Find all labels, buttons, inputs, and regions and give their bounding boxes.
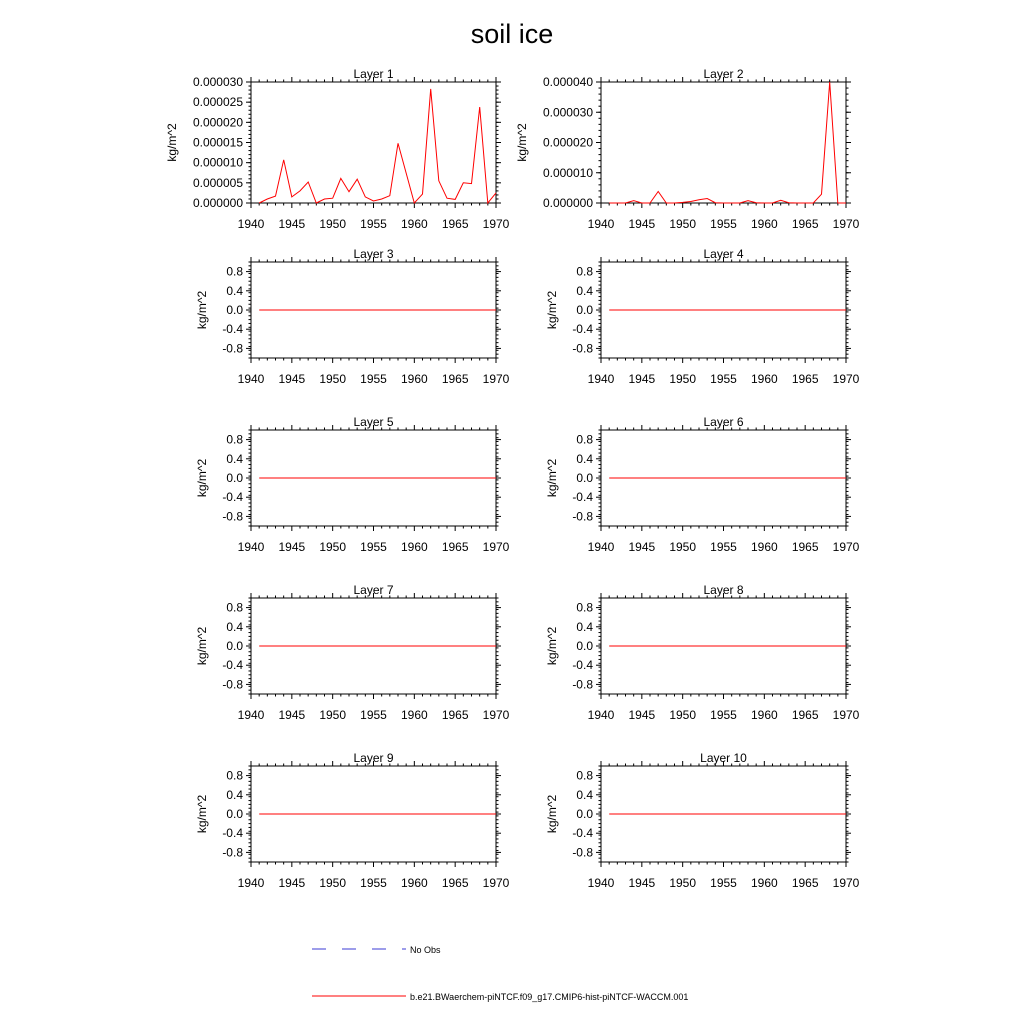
y-tick-label: 0.8 bbox=[226, 264, 243, 279]
x-tick-label: 1955 bbox=[360, 708, 387, 722]
x-tick-label: 1950 bbox=[319, 217, 347, 231]
y-tick-label: 0.8 bbox=[576, 600, 593, 615]
x-tick-label: 1955 bbox=[710, 217, 737, 231]
y-tick-label: 0.000000 bbox=[542, 196, 593, 210]
x-tick-label: 1940 bbox=[237, 217, 265, 231]
legend-model-label: b.e21.BWaerchem-piNTCF.f09_g17.CMIP6-hist-piNTCF-WACCM.001 bbox=[410, 992, 689, 1002]
panel-3 bbox=[195, 247, 510, 386]
y-tick-label: -0.4 bbox=[222, 322, 243, 337]
y-tick-label: 0.000005 bbox=[192, 175, 243, 190]
x-tick-label: 1960 bbox=[400, 876, 428, 890]
y-tick-label: 0.4 bbox=[576, 619, 593, 634]
x-tick-label: 1965 bbox=[791, 876, 819, 890]
panel-9 bbox=[195, 751, 510, 890]
x-tick-label: 1965 bbox=[441, 540, 469, 554]
panel-title: Layer 3 bbox=[353, 247, 394, 261]
panel-title: Layer 10 bbox=[700, 751, 747, 765]
x-tick-label: 1970 bbox=[482, 372, 510, 386]
panel-title: Layer 1 bbox=[353, 67, 394, 81]
y-tick-label: 0.4 bbox=[576, 451, 593, 466]
x-tick-label: 1965 bbox=[441, 876, 469, 890]
y-tick-label: -0.4 bbox=[222, 826, 243, 841]
x-tick-label: 1960 bbox=[400, 540, 428, 554]
y-tick-label: -0.8 bbox=[572, 677, 593, 692]
panel-title: Layer 9 bbox=[353, 751, 394, 765]
y-tick-label: -0.4 bbox=[222, 658, 243, 673]
y-tick-label: -0.4 bbox=[572, 322, 593, 337]
panel-title: Layer 7 bbox=[353, 583, 394, 597]
x-tick-label: 1955 bbox=[710, 540, 737, 554]
x-tick-label: 1970 bbox=[832, 540, 860, 554]
y-tick-label: -0.8 bbox=[222, 509, 243, 524]
x-tick-label: 1955 bbox=[360, 876, 387, 890]
x-tick-label: 1950 bbox=[319, 876, 347, 890]
x-tick-label: 1960 bbox=[750, 540, 778, 554]
y-tick-label: 0.000020 bbox=[542, 135, 593, 150]
plot-frame bbox=[251, 82, 496, 203]
x-tick-label: 1945 bbox=[278, 540, 306, 554]
x-tick-label: 1955 bbox=[360, 372, 387, 386]
y-tick-label: 0.0 bbox=[576, 639, 593, 653]
x-tick-label: 1955 bbox=[710, 708, 737, 722]
series-line bbox=[609, 82, 846, 203]
x-tick-label: 1960 bbox=[400, 708, 428, 722]
x-tick-label: 1945 bbox=[278, 876, 306, 890]
y-tick-label: 0.4 bbox=[226, 451, 243, 466]
x-tick-label: 1960 bbox=[750, 372, 778, 386]
x-tick-label: 1955 bbox=[710, 372, 737, 386]
x-tick-label: 1960 bbox=[750, 876, 778, 890]
x-tick-label: 1970 bbox=[482, 876, 510, 890]
x-tick-label: 1970 bbox=[832, 372, 860, 386]
y-tick-label: -0.4 bbox=[572, 658, 593, 673]
x-tick-label: 1950 bbox=[319, 708, 347, 722]
y-tick-label: -0.8 bbox=[572, 509, 593, 524]
x-tick-label: 1950 bbox=[669, 708, 697, 722]
x-tick-label: 1960 bbox=[750, 217, 778, 231]
x-tick-label: 1965 bbox=[791, 372, 819, 386]
y-tick-label: 0.8 bbox=[226, 600, 243, 615]
x-tick-label: 1940 bbox=[587, 372, 615, 386]
x-tick-label: 1970 bbox=[832, 217, 860, 231]
y-tick-label: 0.000010 bbox=[542, 165, 593, 180]
x-tick-label: 1940 bbox=[587, 708, 615, 722]
x-tick-label: 1970 bbox=[832, 876, 860, 890]
y-tick-label: -0.8 bbox=[572, 341, 593, 356]
y-axis-label: kg/m^2 bbox=[515, 123, 529, 162]
y-tick-label: 0.000015 bbox=[192, 135, 243, 150]
y-axis-label: kg/m^2 bbox=[545, 794, 559, 834]
y-axis-label: kg/m^2 bbox=[195, 458, 209, 498]
y-tick-label: -0.8 bbox=[572, 845, 593, 860]
x-tick-label: 1950 bbox=[669, 876, 697, 890]
plot-frame bbox=[601, 82, 846, 203]
y-tick-label: -0.8 bbox=[222, 845, 243, 860]
x-tick-label: 1970 bbox=[482, 540, 510, 554]
y-tick-label: 0.0 bbox=[576, 807, 593, 821]
panel-title: Layer 8 bbox=[703, 583, 744, 597]
x-tick-label: 1940 bbox=[587, 876, 615, 890]
y-tick-label: 0.4 bbox=[226, 283, 243, 298]
y-tick-label: 0.000010 bbox=[192, 155, 243, 170]
y-tick-label: 0.0 bbox=[576, 471, 593, 485]
x-tick-label: 1945 bbox=[628, 540, 656, 554]
y-tick-label: 0.000040 bbox=[542, 75, 593, 89]
y-tick-label: -0.4 bbox=[572, 490, 593, 505]
y-tick-label: 0.000000 bbox=[192, 196, 243, 210]
x-tick-label: 1970 bbox=[832, 708, 860, 722]
y-tick-label: -0.4 bbox=[572, 826, 593, 841]
legend bbox=[312, 945, 688, 1002]
y-tick-label: 0.000030 bbox=[192, 75, 243, 89]
panels bbox=[165, 67, 860, 890]
x-tick-label: 1945 bbox=[628, 876, 656, 890]
panel-title: Layer 4 bbox=[703, 247, 744, 261]
y-tick-label: 0.4 bbox=[576, 787, 593, 802]
x-tick-label: 1940 bbox=[587, 540, 615, 554]
panel-6 bbox=[545, 415, 860, 554]
y-tick-label: 0.4 bbox=[226, 787, 243, 802]
x-tick-label: 1950 bbox=[669, 540, 697, 554]
x-tick-label: 1950 bbox=[319, 540, 347, 554]
y-tick-label: 0.0 bbox=[226, 639, 243, 653]
x-tick-label: 1945 bbox=[278, 708, 306, 722]
panel-title: Layer 6 bbox=[703, 415, 744, 429]
y-tick-label: 0.4 bbox=[576, 283, 593, 298]
x-tick-label: 1940 bbox=[237, 372, 265, 386]
y-tick-label: 0.000020 bbox=[192, 115, 243, 130]
x-tick-label: 1945 bbox=[278, 217, 306, 231]
x-tick-label: 1950 bbox=[669, 217, 697, 231]
x-tick-label: 1960 bbox=[400, 217, 428, 231]
y-axis-label: kg/m^2 bbox=[165, 123, 179, 162]
x-tick-label: 1970 bbox=[482, 708, 510, 722]
x-tick-label: 1965 bbox=[441, 708, 469, 722]
x-tick-label: 1965 bbox=[441, 217, 469, 231]
y-tick-label: 0.4 bbox=[226, 619, 243, 634]
y-tick-label: 0.8 bbox=[226, 432, 243, 447]
x-tick-label: 1950 bbox=[669, 372, 697, 386]
x-tick-label: 1960 bbox=[400, 372, 428, 386]
x-tick-label: 1955 bbox=[710, 876, 737, 890]
y-axis-label: kg/m^2 bbox=[545, 458, 559, 498]
panel-2 bbox=[515, 67, 860, 231]
y-axis-label: kg/m^2 bbox=[195, 794, 209, 834]
figure-title: soil ice bbox=[470, 19, 554, 49]
legend-obs-label: No Obs bbox=[410, 945, 441, 955]
x-tick-label: 1940 bbox=[237, 876, 265, 890]
y-tick-label: 0.0 bbox=[576, 303, 593, 317]
y-axis-label: kg/m^2 bbox=[545, 626, 559, 666]
y-tick-label: -0.8 bbox=[222, 341, 243, 356]
y-tick-label: 0.0 bbox=[226, 471, 243, 485]
y-tick-label: -0.8 bbox=[222, 677, 243, 692]
y-tick-label: 0.8 bbox=[576, 264, 593, 279]
x-tick-label: 1940 bbox=[237, 708, 265, 722]
y-tick-label: 0.8 bbox=[576, 768, 593, 783]
x-tick-label: 1945 bbox=[628, 217, 656, 231]
series-line bbox=[259, 89, 496, 203]
panel-1 bbox=[165, 67, 510, 231]
y-axis-label: kg/m^2 bbox=[545, 290, 559, 330]
panel-4 bbox=[545, 247, 860, 386]
x-tick-label: 1960 bbox=[750, 708, 778, 722]
x-tick-label: 1955 bbox=[360, 540, 387, 554]
panel-5 bbox=[195, 415, 510, 554]
y-tick-label: -0.4 bbox=[222, 490, 243, 505]
x-tick-label: 1965 bbox=[791, 217, 819, 231]
x-tick-label: 1945 bbox=[628, 708, 656, 722]
x-tick-label: 1955 bbox=[360, 217, 387, 231]
x-tick-label: 1965 bbox=[791, 708, 819, 722]
y-tick-label: 0.0 bbox=[226, 807, 243, 821]
y-axis-label: kg/m^2 bbox=[195, 290, 209, 330]
y-tick-label: 0.8 bbox=[226, 768, 243, 783]
panel-10 bbox=[545, 751, 860, 890]
x-tick-label: 1950 bbox=[319, 372, 347, 386]
x-tick-label: 1970 bbox=[482, 217, 510, 231]
y-tick-label: 0.000025 bbox=[192, 95, 243, 110]
y-tick-label: 0.0 bbox=[226, 303, 243, 317]
x-tick-label: 1965 bbox=[441, 372, 469, 386]
panel-title: Layer 5 bbox=[353, 415, 394, 429]
x-tick-label: 1945 bbox=[278, 372, 306, 386]
panel-8 bbox=[545, 583, 860, 722]
x-tick-label: 1940 bbox=[237, 540, 265, 554]
panel-title: Layer 2 bbox=[703, 67, 744, 81]
x-tick-label: 1945 bbox=[628, 372, 656, 386]
panel-7 bbox=[195, 583, 510, 722]
y-tick-label: 0.000030 bbox=[542, 105, 593, 120]
y-tick-label: 0.8 bbox=[576, 432, 593, 447]
x-tick-label: 1940 bbox=[587, 217, 615, 231]
x-tick-label: 1965 bbox=[791, 540, 819, 554]
y-axis-label: kg/m^2 bbox=[195, 626, 209, 666]
